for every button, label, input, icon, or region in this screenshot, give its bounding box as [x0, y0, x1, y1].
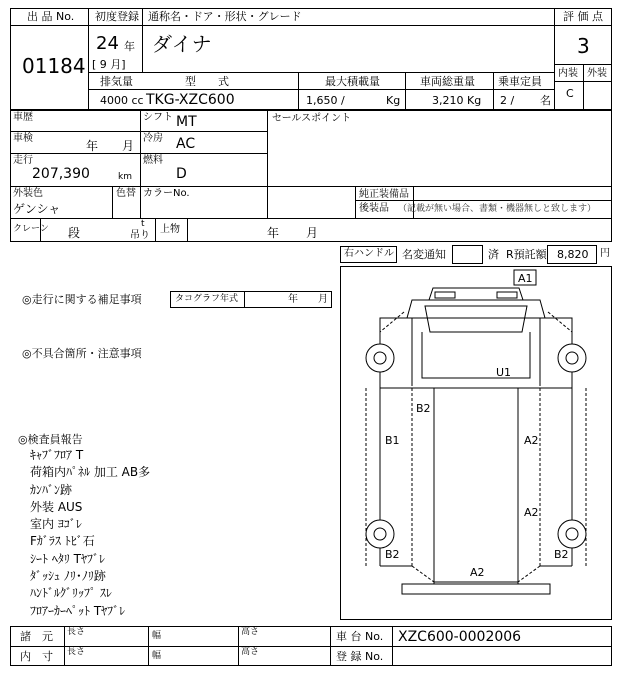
color-label: 外装色 — [13, 188, 43, 199]
registration-no-label: 登 録 No. — [336, 650, 384, 663]
spec-length-label: 長さ — [67, 627, 86, 637]
report-line: 外装 AUS — [30, 499, 83, 514]
damage-mark: A2 — [524, 506, 539, 519]
history-label: 車歴 — [13, 112, 33, 123]
ac-label: 冷房 — [143, 133, 163, 144]
inspector-report-lines — [30, 447, 330, 620]
name-change-label: 名変通知 — [402, 248, 446, 261]
report-line: 室内 ﾖｺﾞﾚ — [30, 517, 82, 532]
sales-point-label: セールスポイント — [272, 113, 352, 124]
capacity-label: 乗車定員 — [498, 75, 542, 88]
name-change-box — [452, 245, 483, 264]
displacement-label: 排気量 — [100, 75, 133, 88]
top-body-month-unit: 月 — [306, 226, 319, 240]
damage-mark: A1 — [518, 272, 533, 285]
tachograph-label: タコグラフ年式 — [175, 294, 239, 304]
recycle-amount: 8,820 — [557, 248, 589, 261]
top-body-year-unit: 年 — [267, 226, 280, 240]
driving-notes-label: ◎走行に関する補足事項 — [22, 293, 142, 306]
fuel-value: D — [176, 166, 187, 182]
damage-mark: B1 — [385, 434, 400, 447]
history-frame — [10, 110, 612, 242]
exterior-label: 外装 — [587, 68, 607, 79]
crane-ton-unit: t — [141, 219, 145, 229]
inner-length-label: 長さ — [67, 647, 86, 657]
max-load-unit: Kg — [386, 94, 401, 107]
first-reg-month: [ 9 月] — [92, 58, 126, 71]
defect-notes-label: ◎不具合箇所・注意事項 — [22, 347, 142, 360]
inspection-month-unit: 月 — [122, 139, 135, 153]
first-reg-year-unit: 年 — [124, 40, 135, 53]
damage-mark: B2 — [385, 548, 400, 561]
grade-value: 3 — [577, 34, 590, 58]
interior-grade: C — [566, 87, 574, 100]
interior-label: 内装 — [558, 68, 578, 79]
damage-mark: B2 — [416, 402, 431, 415]
report-line: ｼｰﾄ ﾍﾀﾘ Tﾔﾌﾞﾚ — [30, 551, 105, 566]
color-no-label: カラーNo. — [143, 188, 190, 199]
ac-value: AC — [176, 136, 196, 152]
tachograph-month-unit: 月 — [318, 294, 328, 305]
car-name-label: 通称名・ドア・形状・グレード — [148, 10, 302, 23]
shift-label: シフト — [143, 112, 173, 123]
damage-mark: A2 — [524, 434, 539, 447]
top-body-label: 上物 — [160, 224, 180, 235]
aftermarket-label: 後装品 — [359, 203, 389, 214]
recycle-unit: 円 — [600, 248, 610, 259]
inspection-label: 車検 — [13, 133, 33, 144]
fuel-label: 燃料 — [143, 155, 163, 166]
inner-height-label: 高さ — [241, 647, 260, 657]
inner-dimensions-label: 内 寸 — [20, 650, 53, 663]
chassis-no-label: 車 台 No. — [336, 630, 384, 643]
car-name: ダイナ — [152, 32, 212, 56]
max-load-value: 1,650 / — [306, 94, 345, 107]
recycle-prefix: 済 — [488, 248, 499, 261]
capacity-value: 2 / — [500, 94, 515, 107]
mileage-value: 207,390 — [32, 166, 90, 182]
crane-stage-unit: 段 — [68, 226, 81, 240]
crane-hook-unit: 吊り — [130, 230, 150, 241]
spec-height-label: 高さ — [241, 627, 260, 637]
report-line: ｷｬﾌﾞﾌﾛｱ T — [30, 448, 84, 462]
report-line: ﾀﾞｯｼｭ ﾉﾘ･ﾉﾘ跡 — [30, 569, 106, 584]
inspector-report-label: ◎検査員報告 — [18, 433, 83, 446]
report-line: ﾌﾛｱｰｶｰﾍﾟｯﾄ Tﾔﾌﾞﾚ — [30, 603, 126, 618]
tachograph-year-unit: 年 — [288, 294, 298, 305]
first-reg-year: 24 — [96, 33, 119, 54]
lot-label: 出 品 No. — [27, 10, 75, 23]
report-line: Fｶﾞﾗｽ ﾄﾋﾞ石 — [30, 534, 95, 549]
inspection-year-unit: 年 — [86, 139, 99, 153]
mileage-unit: km — [118, 172, 132, 182]
recycle-label: R預託額 — [506, 248, 547, 261]
model-label: 型 式 — [185, 75, 229, 88]
max-load-label: 最大積載量 — [325, 75, 380, 88]
spec-width-label: 幅 — [152, 631, 162, 641]
color-change-label: 色替 — [116, 188, 136, 199]
damage-mark: U1 — [496, 366, 512, 379]
inner-width-label: 幅 — [152, 651, 162, 661]
gross-weight-value: 3,210 Kg — [432, 94, 482, 107]
damage-mark: A2 — [470, 566, 485, 579]
report-line: 荷箱内ﾊﾟﾈﾙ 加工 AB多 — [30, 465, 151, 480]
shift-value: MT — [176, 114, 197, 130]
damage-mark: B2 — [554, 548, 569, 561]
first-reg-label: 初度登録 — [95, 10, 139, 23]
report-line: ｶﾝﾊﾞﾝ跡 — [30, 482, 73, 497]
model-value: TKG-XZC600 — [146, 92, 235, 108]
capacity-unit: 名 — [540, 94, 551, 107]
genuine-equipment-label: 純正装備品 — [359, 189, 409, 200]
lot-number: 01184 — [22, 54, 86, 78]
aftermarket-note: （記載が無い場合、書類・機器無しと致します） — [398, 204, 597, 214]
steering-label: 右ハンドル — [344, 248, 394, 259]
crane-label: クレーン — [13, 224, 49, 234]
mileage-label: 走行 — [13, 155, 33, 166]
color-value: ゲンシャ — [13, 202, 61, 216]
displacement-value: 4000 cc — [100, 94, 144, 107]
gross-weight-label: 車両総重量 — [420, 75, 475, 88]
spec-dimensions-label: 諸 元 — [20, 630, 53, 643]
truck-damage-diagram — [340, 266, 612, 620]
report-line: ﾊﾝﾄﾞﾙｸﾞﾘｯﾌﾟ ｽﾚ — [30, 586, 112, 601]
grade-label: 評 価 点 — [563, 10, 603, 23]
chassis-no-value: XZC600-0002006 — [398, 629, 522, 645]
